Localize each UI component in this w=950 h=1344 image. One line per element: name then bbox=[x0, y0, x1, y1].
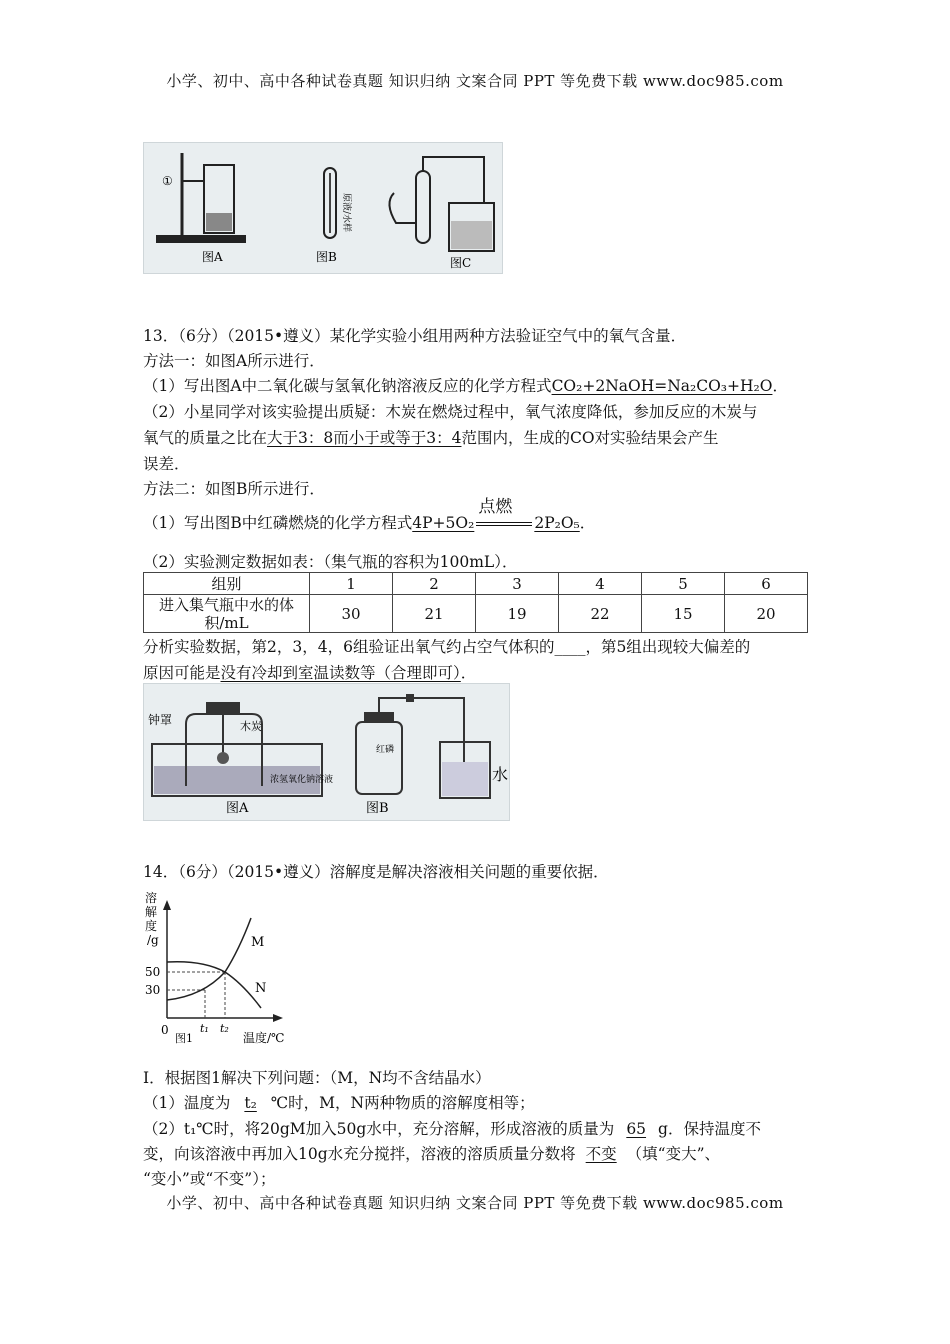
curve-n bbox=[167, 962, 261, 1008]
stand-base bbox=[156, 235, 246, 243]
q13-p1-suffix: ． bbox=[772, 377, 788, 395]
y-arrow bbox=[163, 900, 171, 910]
q14-q2-line2-suffix: （填“变大”、 bbox=[626, 1145, 721, 1163]
q14-q2-answer: 65 bbox=[626, 1120, 647, 1138]
tick-origin: 0 bbox=[161, 1023, 169, 1037]
table-cell: 2 bbox=[393, 573, 476, 595]
q14-q2-line2-answer: 不变 bbox=[585, 1145, 617, 1163]
q13-p3-left: 4P+5O₂ bbox=[412, 514, 475, 532]
ylabel-char-1: 溶 bbox=[145, 891, 158, 905]
bottle-liquid bbox=[206, 213, 232, 231]
curve-n-label: N bbox=[255, 981, 267, 996]
page-header: 小学、初中、高中各种试卷真题 知识归纳 文案合同 PPT 等免费下载 www.doc985.com bbox=[166, 72, 784, 90]
q14-q1-text: （1）温度为 bbox=[143, 1094, 231, 1112]
q13-part4: （2）实验测定数据如表：（集气瓶的容积为100mL）． bbox=[143, 553, 518, 571]
curve-m-label: M bbox=[251, 935, 265, 950]
label-naoh: 浓氢氧化钠溶液 bbox=[270, 775, 334, 785]
tick-t2: t₂ bbox=[220, 1022, 229, 1035]
q13-title: 13．（6分）（2015•遵义）某化学实验小组用两种方法验证空气中的氧气含量． bbox=[143, 327, 687, 345]
bottle-stopper bbox=[364, 712, 394, 722]
delivery-tube bbox=[423, 157, 484, 203]
q14-q2-line2-text: 变，向该溶液中再加入10g水充分搅拌，溶液的溶质质量分数将 bbox=[143, 1145, 576, 1163]
table-cell: 6 bbox=[725, 573, 808, 595]
q13-p3-suffix: ． bbox=[579, 514, 596, 532]
q13-analysis-text: 原因可能是 bbox=[143, 664, 221, 682]
curve-m bbox=[167, 918, 251, 1000]
table-cell: 22 bbox=[559, 595, 642, 633]
q14-q2-text: （2）t₁℃时，将20gM加入50g水中，充分溶解，形成溶液的质量为 bbox=[143, 1120, 615, 1138]
ylabel-char-2: 解 bbox=[145, 905, 158, 919]
label-fig-b: 图B bbox=[366, 801, 389, 816]
q13-figure bbox=[143, 683, 510, 821]
table-cell: 21 bbox=[393, 595, 476, 633]
beaker-water-b bbox=[442, 762, 488, 796]
ylabel-char-3: 度 bbox=[145, 919, 158, 933]
table-cell: 5 bbox=[642, 573, 725, 595]
q13-analysis-suffix: ． bbox=[460, 664, 477, 682]
label-bell: 钟罩 bbox=[148, 713, 173, 727]
q14-q1-answer: t₂ bbox=[244, 1094, 257, 1112]
tick-y-50: 50 bbox=[145, 965, 161, 979]
q13-p2-text: 氧气的质量之比在 bbox=[143, 429, 268, 447]
table-cell: 30 bbox=[310, 595, 393, 633]
q13-p3-text: （1）写出图B中红磷燃烧的化学方程式 bbox=[143, 514, 413, 532]
charcoal bbox=[217, 752, 229, 764]
table-row-groups bbox=[144, 573, 808, 595]
q13-part2-line2 bbox=[143, 426, 719, 448]
solubility-chart-svg bbox=[143, 888, 293, 1044]
q14-q2-line2 bbox=[143, 1142, 720, 1164]
q13-analysis-answer: 没有冷却到室温读数等（合理即可） bbox=[220, 664, 461, 682]
table-row-volumes bbox=[144, 595, 808, 633]
xlabel: 温度/℃ bbox=[243, 1031, 285, 1044]
label-water: 水 bbox=[492, 765, 509, 784]
q13-p2-suffix: 范围内，生成的CO对实验结果会产生 bbox=[461, 429, 719, 447]
marker-label: ① bbox=[162, 174, 173, 188]
q14-q1-suffix: ℃时，M，N两种物质的溶解度相等； bbox=[270, 1094, 535, 1112]
ylabel-char-4: /g bbox=[147, 933, 159, 947]
q14-q2-suffix: g．保持温度不 bbox=[658, 1120, 761, 1138]
label-phos: 红磷 bbox=[376, 745, 395, 755]
table-cell: 1 bbox=[310, 573, 393, 595]
q13-apparatus-drawing bbox=[144, 684, 509, 820]
q13-analysis-line2 bbox=[143, 661, 476, 683]
q13-p1-answer: CO₂+2NaOH=Na₂CO₃+H₂O bbox=[551, 377, 773, 395]
q13-method1: 方法一：如图A所示进行． bbox=[143, 352, 325, 370]
table-cell: 15 bbox=[642, 595, 725, 633]
q13-analysis-line1: 分析实验数据，第2，3，4，6组验证出氧气约占空气体积的____，第5组出现较大偏差的 bbox=[143, 638, 751, 656]
tick-t1: t₁ bbox=[200, 1022, 209, 1035]
table-cell: 20 bbox=[725, 595, 808, 633]
q13-part3 bbox=[143, 497, 596, 533]
q13-part2-line1: （2）小星同学对该实验提出质疑：木炭在燃烧过程中，氧气浓度降低，参加反应的木炭与 bbox=[143, 403, 758, 421]
x-arrow bbox=[273, 1014, 283, 1022]
q14-q2-line3: “变小”或“不变”）； bbox=[143, 1170, 276, 1188]
gas-bottle bbox=[356, 722, 402, 794]
fig-top-label-b: 图B bbox=[316, 250, 337, 264]
q13-part1 bbox=[143, 374, 788, 396]
q14-part1: Ⅰ．根据图1解决下列问题：（M，N均不含结晶水） bbox=[143, 1069, 491, 1087]
apparatus-figure-top bbox=[143, 142, 503, 274]
equals-sign bbox=[476, 522, 532, 526]
fig-top-label-c: 图C bbox=[450, 256, 472, 270]
reaction-condition: 点燃 bbox=[478, 497, 513, 517]
q13-p3-right: 2P₂O₅ bbox=[534, 514, 580, 532]
table-cell-label: 组别 bbox=[144, 573, 310, 595]
table-cell: 4 bbox=[559, 573, 642, 595]
table-cell: 3 bbox=[476, 573, 559, 595]
hand bbox=[389, 193, 416, 223]
q13-p1-text: （1）写出图A中二氧化碳与氢氧化钠溶液反应的化学方程式 bbox=[143, 377, 552, 395]
label-fig-a: 图A bbox=[226, 801, 249, 816]
tube-annotation: 原液/水样 bbox=[341, 193, 351, 233]
fig-top-label-a: 图A bbox=[202, 250, 223, 264]
solubility-chart bbox=[143, 888, 293, 1044]
label-charcoal: 木炭 bbox=[240, 720, 262, 733]
q13-p2-answer: 大于3：8而小于或等于3：4 bbox=[267, 429, 462, 447]
fig-label-1: 图1 bbox=[175, 1032, 193, 1044]
data-table bbox=[143, 572, 808, 633]
reaction-arrow bbox=[474, 497, 534, 532]
q13-method2: 方法二：如图B所示进行． bbox=[143, 480, 325, 498]
q13-part2-line3: 误差． bbox=[143, 455, 190, 473]
apparatus-drawing bbox=[144, 143, 502, 273]
tube-c bbox=[416, 171, 430, 243]
q14-title: 14．（6分）（2015•遵义）溶解度是解决溶液相关问题的重要依据． bbox=[143, 863, 609, 881]
table-cell-label: 进入集气瓶中水的体积/mL bbox=[144, 595, 310, 633]
q14-q2-line1 bbox=[143, 1117, 761, 1139]
table-cell: 19 bbox=[476, 595, 559, 633]
clip bbox=[406, 694, 414, 702]
page-footer: 小学、初中、高中各种试卷真题 知识归纳 文案合同 PPT 等免费下载 www.doc985.com bbox=[166, 1194, 784, 1212]
tick-y-30: 30 bbox=[145, 983, 161, 997]
beaker-water bbox=[451, 221, 492, 249]
q14-q1 bbox=[143, 1091, 535, 1113]
